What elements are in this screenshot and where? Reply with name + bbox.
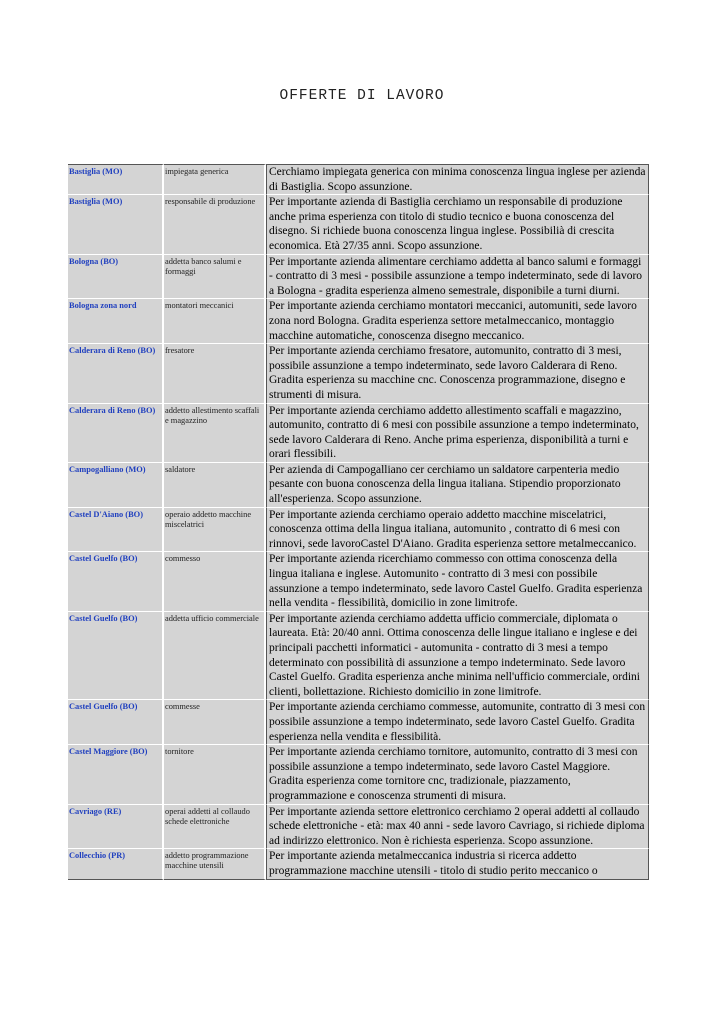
job-location: Bologna zona nord (68, 299, 164, 344)
job-row (68, 700, 649, 745)
job-row (68, 508, 649, 553)
job-description: Per importante azienda di Bastiglia cerchiamo un responsabile di produzione anche prima esperienza con titolo di studio tecnico e buona conoscenza del disegno. Si richiede buona conoscenza lingua inglese. Possibilià di crescita economica. Età 27/35 anni. Scopo assunzione. (266, 195, 649, 254)
job-location: Calderara di Reno (BO) (68, 344, 164, 403)
job-location: Castel Guelfo (BO) (68, 612, 164, 701)
job-role: addetta banco salumi e formaggi (164, 255, 266, 300)
job-description: Per importante azienda cerchiamo addetto allestimento scaffali e magazzino, automunito, contratto di 6 mesi con possibile assunzione a tempo indeterminato, sede lavoro Calderara di Reno. Anche prima esperienza, disponibilità a turni e orari flessibili. (266, 404, 649, 463)
job-location: Castel Guelfo (BO) (68, 552, 164, 611)
job-location: Bastiglia (MO) (68, 195, 164, 254)
job-role: tornitore (164, 745, 266, 804)
job-description: Per azienda di Campogalliano cer cerchiamo un saldatore carpenteria medio pesante con buona conoscenza della lingua italiana. Stipendio proporzionato all'esperienza. Scopo assunzione. (266, 463, 649, 508)
job-role: fresatore (164, 344, 266, 403)
job-description: Per importante azienda cerchiamo operaio addetto macchine miscelatrici, conoscenza ottima della lingua italiana, automunito , contratto di 6 mesi con rinnovi, sede lavoroCastel D'Aiano. Gradita esperienza settore metalmeccanico. (266, 508, 649, 553)
job-description: Per importante azienda alimentare cerchiamo addetta al banco salumi e formaggi - contratto di 3 mesi - possibile assunzione a tempo indeterminato, sede di lavoro a Bologna - gradita esperienza almeno semestrale, disponibile a turni diurni. (266, 255, 649, 300)
job-row (68, 849, 649, 879)
job-row (68, 745, 649, 804)
job-row (68, 612, 649, 701)
job-description: Cerchiamo impiegata generica con minima conoscenza lingua inglese per azienda di Bastiglia. Scopo assunzione. (266, 164, 649, 195)
job-location: Collecchio (PR) (68, 849, 164, 879)
job-role: operai addetti al collaudo schede elettroniche (164, 805, 266, 850)
job-row (68, 463, 649, 508)
job-role: commesso (164, 552, 266, 611)
job-location: Castel Maggiore (BO) (68, 745, 164, 804)
job-description: Per importante azienda cerchiamo addetta ufficio commerciale, diplomata o laureata. Età: 20/40 anni. Ottima conoscenza delle lingue italiano e inglese e dei principali pacchetti informatici - automunita - contratto di 3 mesi a tempo determinato con possibilità di assunzione a tempo indeterminato. Sede lavoro Castel Guelfo. Gradita esperienza anche minima nell'ufficio commerciale, ordini clienti, bollettazione. Richiesto domicilio in zone limitrofe. (266, 612, 649, 701)
job-row (68, 255, 649, 300)
job-row (68, 195, 649, 254)
job-row (68, 344, 649, 403)
job-location: Castel D'Aiano (BO) (68, 508, 164, 553)
job-role: responsabile di produzione (164, 195, 266, 254)
job-role: addetto allestimento scaffali e magazzino (164, 404, 266, 463)
page-title: OFFERTE DI LAVORO (279, 88, 445, 104)
job-description: Per importante azienda cerchiamo montatori meccanici, automuniti, sede lavoro zona nord Bologna. Gradita esperienza settore metalmeccanico, montaggio macchine automatiche, conoscenza disegno meccanico. (266, 299, 649, 344)
job-location: Bologna (BO) (68, 255, 164, 300)
job-description: Per importante azienda cerchiamo tornitore, automunito, contratto di 3 mesi con possibile assunzione a tempo indeterminato, sede lavoro Castel Maggiore. Gradita esperienza come tornitore cnc, tradizionale, piazzamento, programmazione e conoscenza strumenti di misura. (266, 745, 649, 804)
job-description: Per importante azienda settore elettronico cerchiamo 2 operai addetti al collaudo schede elettroniche - età: max 40 anni - sede lavoro Cavriago, si richiede diploma ad indirizzo elettronico. Non è richiesta esperienza. Scopo assunzione. (266, 805, 649, 850)
job-location: Castel Guelfo (BO) (68, 700, 164, 745)
job-description: Per importante azienda cerchiamo fresatore, automunito, contratto di 3 mesi, possibile assunzione a tempo indeterminato, sede lavoro Calderara di Reno. Gradita esperienza su macchine cnc. Conoscenza programmazione, disegno e strumenti di misura. (266, 344, 649, 403)
job-role: impiegata generica (164, 164, 266, 195)
job-row (68, 552, 649, 611)
job-role: commesse (164, 700, 266, 745)
job-description: Per importante azienda metalmeccanica industria si ricerca addetto programmazione macchine utensili - titolo di studio perito meccanico o (266, 849, 649, 879)
job-row (68, 299, 649, 344)
job-role: montatori meccanici (164, 299, 266, 344)
job-description: Per importante azienda ricerchiamo commesso con ottima conoscenza della lingua italiana e inglese. Automunito - contratto di 3 mesi con possibile assunzione a tempo indeterminato, sede lavoro Castel Guelfo. Gradita esperienza nella vendita - flessibilità, domicilio in zone limitrofe. (266, 552, 649, 611)
job-description: Per importante azienda cerchiamo commesse, automunite, contratto di 3 mesi con possibile assunzione a tempo indeterminato, sede lavoro Castel Guelfo. Gradita esperienza nella vendita e flessibilità. (266, 700, 649, 745)
job-row (68, 805, 649, 850)
job-location: Campogalliano (MO) (68, 463, 164, 508)
job-location: Calderara di Reno (BO) (68, 404, 164, 463)
job-row (68, 404, 649, 463)
job-role: saldatore (164, 463, 266, 508)
job-role: operaio addetto macchine miscelatrici (164, 508, 266, 553)
job-location: Cavriago (RE) (68, 805, 164, 850)
job-role: addetto programmazione macchine utensili (164, 849, 266, 879)
job-row (68, 164, 649, 195)
job-location: Bastiglia (MO) (68, 164, 164, 195)
job-role: addetta ufficio commerciale (164, 612, 266, 701)
job-offers-table (68, 164, 649, 880)
